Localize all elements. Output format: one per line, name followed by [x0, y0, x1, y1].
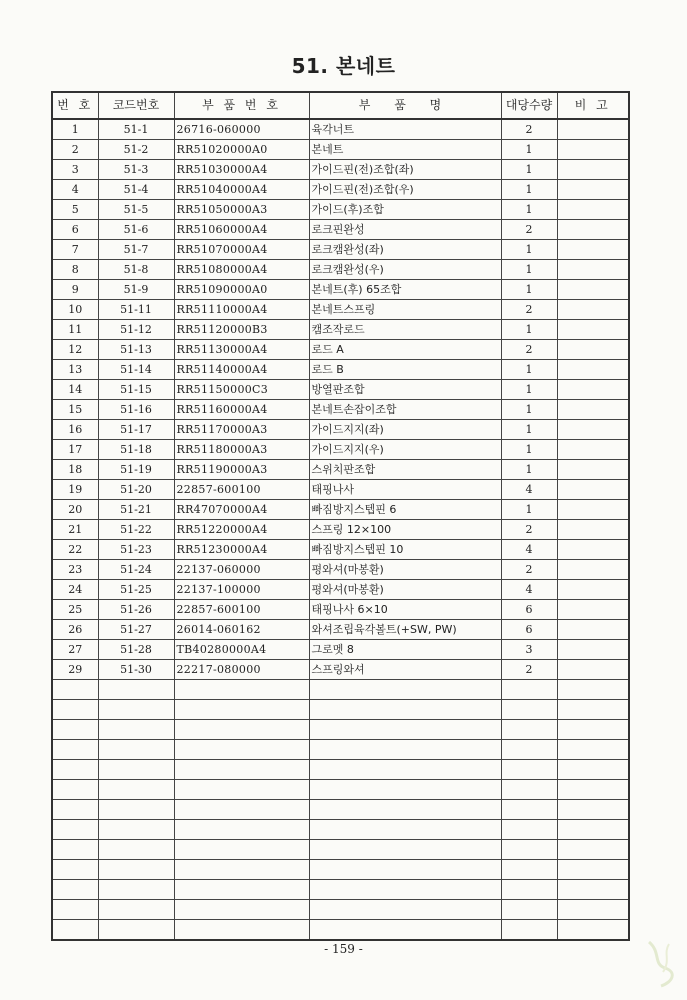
cell-code — [98, 740, 174, 760]
cell-code: 51-16 — [98, 400, 174, 420]
cell-qty — [501, 680, 557, 700]
cell-remark — [557, 840, 629, 860]
cell-remark — [557, 380, 629, 400]
cell-qty: 2 — [501, 300, 557, 320]
cell-no: 21 — [52, 520, 98, 540]
cell-name: 로드 B — [309, 360, 501, 380]
table-row — [52, 160, 629, 180]
cell-part-no — [174, 740, 309, 760]
cell-code — [98, 840, 174, 860]
cell-remark — [557, 140, 629, 160]
table-row — [52, 380, 629, 400]
cell-no — [52, 720, 98, 740]
cell-code: 51-22 — [98, 520, 174, 540]
cell-no — [52, 840, 98, 860]
cell-remark — [557, 540, 629, 560]
cell-name: 로드 A — [309, 340, 501, 360]
cell-qty: 1 — [501, 160, 557, 180]
cell-qty — [501, 700, 557, 720]
cell-remark — [557, 420, 629, 440]
cell-code — [98, 880, 174, 900]
cell-qty — [501, 720, 557, 740]
cell-qty: 4 — [501, 540, 557, 560]
table-header-row — [52, 92, 629, 119]
cell-remark — [557, 300, 629, 320]
cell-no: 26 — [52, 620, 98, 640]
cell-qty: 2 — [501, 520, 557, 540]
page-number: - 159 - — [324, 942, 363, 956]
cell-remark — [557, 920, 629, 941]
cell-part-no — [174, 720, 309, 740]
cell-part-no: RR51020000A0 — [174, 140, 309, 160]
cell-no: 8 — [52, 260, 98, 280]
cell-remark — [557, 700, 629, 720]
cell-no: 5 — [52, 200, 98, 220]
cell-name — [309, 680, 501, 700]
cell-name: 로크캠완성(우) — [309, 260, 501, 280]
cell-remark — [557, 200, 629, 220]
table-row — [52, 300, 629, 320]
cell-qty: 3 — [501, 640, 557, 660]
cell-name: 본네트 — [309, 140, 501, 160]
header-qty: 대당수량 — [501, 92, 557, 119]
cell-code: 51-23 — [98, 540, 174, 560]
cell-remark — [557, 119, 629, 140]
cell-qty — [501, 740, 557, 760]
cell-qty: 1 — [501, 380, 557, 400]
cell-code: 51-19 — [98, 460, 174, 480]
cell-part-no — [174, 760, 309, 780]
cell-no — [52, 880, 98, 900]
cell-part-no: RR51230000A4 — [174, 540, 309, 560]
cell-qty: 1 — [501, 320, 557, 340]
cell-qty: 2 — [501, 119, 557, 140]
cell-remark — [557, 320, 629, 340]
cell-no — [52, 860, 98, 880]
cell-no: 3 — [52, 160, 98, 180]
cell-qty: 2 — [501, 660, 557, 680]
cell-name: 태핑나사 6×10 — [309, 600, 501, 620]
cell-part-no: RR51160000A4 — [174, 400, 309, 420]
cell-no: 4 — [52, 180, 98, 200]
table-row — [52, 800, 629, 820]
cell-no: 9 — [52, 280, 98, 300]
cell-code — [98, 920, 174, 941]
cell-part-no — [174, 700, 309, 720]
cell-part-no — [174, 920, 309, 941]
cell-no — [52, 920, 98, 941]
table-row — [52, 119, 629, 140]
cell-code — [98, 820, 174, 840]
cell-qty: 1 — [501, 140, 557, 160]
cell-code: 51-26 — [98, 600, 174, 620]
cell-name — [309, 840, 501, 860]
header-part-no: 부 품 번 호 — [174, 92, 309, 119]
cell-no: 27 — [52, 640, 98, 660]
cell-no: 13 — [52, 360, 98, 380]
cell-code: 51-7 — [98, 240, 174, 260]
table-row — [52, 700, 629, 720]
cell-name — [309, 740, 501, 760]
cell-code: 51-8 — [98, 260, 174, 280]
cell-name: 가이드(후)조합 — [309, 200, 501, 220]
cell-name: 평와셔(마봉환) — [309, 560, 501, 580]
cell-qty — [501, 920, 557, 941]
table-row — [52, 440, 629, 460]
cell-code — [98, 680, 174, 700]
cell-qty: 2 — [501, 560, 557, 580]
cell-remark — [557, 280, 629, 300]
table-row — [52, 180, 629, 200]
table-row — [52, 780, 629, 800]
table-row — [52, 480, 629, 500]
cell-code — [98, 860, 174, 880]
cell-part-no: RR51120000B3 — [174, 320, 309, 340]
parts-table — [51, 91, 630, 941]
cell-qty — [501, 780, 557, 800]
cell-name: 평와셔(마봉환) — [309, 580, 501, 600]
cell-code — [98, 780, 174, 800]
cell-remark — [557, 480, 629, 500]
cell-no: 29 — [52, 660, 98, 680]
cell-name — [309, 780, 501, 800]
cell-part-no — [174, 820, 309, 840]
cell-no — [52, 700, 98, 720]
table-row — [52, 260, 629, 280]
cell-part-no: RR51070000A4 — [174, 240, 309, 260]
table-row — [52, 740, 629, 760]
cell-name: 스프링 12×100 — [309, 520, 501, 540]
cell-part-no: TB40280000A4 — [174, 640, 309, 660]
table-row — [52, 920, 629, 941]
cell-remark — [557, 580, 629, 600]
cell-name: 본네트손잡이조합 — [309, 400, 501, 420]
cell-part-no: RR51050000A3 — [174, 200, 309, 220]
cell-remark — [557, 340, 629, 360]
cell-remark — [557, 240, 629, 260]
cell-part-no: RR47070000A4 — [174, 500, 309, 520]
cell-remark — [557, 460, 629, 480]
cell-no: 24 — [52, 580, 98, 600]
cell-remark — [557, 400, 629, 420]
cell-name — [309, 860, 501, 880]
cell-code: 51-28 — [98, 640, 174, 660]
header-remark: 비 고 — [557, 92, 629, 119]
table-row — [52, 660, 629, 680]
cell-name — [309, 880, 501, 900]
cell-code: 51-15 — [98, 380, 174, 400]
cell-qty — [501, 760, 557, 780]
cell-code: 51-27 — [98, 620, 174, 640]
table-row — [52, 820, 629, 840]
cell-no: 10 — [52, 300, 98, 320]
table-row — [52, 280, 629, 300]
cell-code: 51-17 — [98, 420, 174, 440]
cell-code: 51-25 — [98, 580, 174, 600]
cell-name — [309, 760, 501, 780]
cell-part-no: 22857-600100 — [174, 480, 309, 500]
cell-code: 51-11 — [98, 300, 174, 320]
cell-name: 빠짐방지스텝핀 10 — [309, 540, 501, 560]
cell-remark — [557, 760, 629, 780]
cell-remark — [557, 800, 629, 820]
table-row — [52, 560, 629, 580]
table-row — [52, 840, 629, 860]
cell-qty — [501, 880, 557, 900]
cell-remark — [557, 500, 629, 520]
cell-code — [98, 760, 174, 780]
cell-part-no: 22137-100000 — [174, 580, 309, 600]
cell-qty — [501, 860, 557, 880]
cell-code: 51-9 — [98, 280, 174, 300]
cell-qty: 1 — [501, 280, 557, 300]
table-row — [52, 320, 629, 340]
table-row — [52, 760, 629, 780]
cell-name: 본네트스프링 — [309, 300, 501, 320]
cell-remark — [557, 640, 629, 660]
cell-remark — [557, 520, 629, 540]
cell-no: 12 — [52, 340, 98, 360]
cell-part-no: RR51060000A4 — [174, 220, 309, 240]
cell-code: 51-24 — [98, 560, 174, 580]
cell-code: 51-2 — [98, 140, 174, 160]
header-name: 부 품 명 — [309, 92, 501, 119]
cell-remark — [557, 900, 629, 920]
table-row — [52, 200, 629, 220]
cell-no — [52, 740, 98, 760]
cell-remark — [557, 620, 629, 640]
table-row — [52, 520, 629, 540]
cell-part-no: 26014-060162 — [174, 620, 309, 640]
cell-code: 51-14 — [98, 360, 174, 380]
cell-code: 51-5 — [98, 200, 174, 220]
cell-qty: 1 — [501, 200, 557, 220]
cell-qty: 1 — [501, 360, 557, 380]
cell-remark — [557, 180, 629, 200]
cell-part-no: RR51130000A4 — [174, 340, 309, 360]
cell-name: 가이드지지(우) — [309, 440, 501, 460]
cell-code: 51-3 — [98, 160, 174, 180]
cell-remark — [557, 600, 629, 620]
cell-remark — [557, 740, 629, 760]
cell-name — [309, 720, 501, 740]
cell-no: 25 — [52, 600, 98, 620]
cell-no — [52, 900, 98, 920]
cell-code — [98, 900, 174, 920]
cell-name: 방열판조합 — [309, 380, 501, 400]
cell-remark — [557, 720, 629, 740]
cell-name: 가이드핀(전)조합(우) — [309, 180, 501, 200]
cell-part-no: 22137-060000 — [174, 560, 309, 580]
cell-no: 23 — [52, 560, 98, 580]
cell-part-no — [174, 840, 309, 860]
cell-no — [52, 800, 98, 820]
cell-code: 51-21 — [98, 500, 174, 520]
cell-part-no: RR51030000A4 — [174, 160, 309, 180]
cell-part-no — [174, 880, 309, 900]
cell-remark — [557, 560, 629, 580]
table-row — [52, 500, 629, 520]
cell-name: 와셔조립육각볼트(+SW, PW) — [309, 620, 501, 640]
cell-name: 본네트(후) 65조합 — [309, 280, 501, 300]
table-row — [52, 420, 629, 440]
cell-part-no: RR51170000A3 — [174, 420, 309, 440]
cell-no: 2 — [52, 140, 98, 160]
cell-qty: 6 — [501, 600, 557, 620]
cell-part-no: RR51040000A4 — [174, 180, 309, 200]
cell-qty: 4 — [501, 580, 557, 600]
cell-part-no: RR51220000A4 — [174, 520, 309, 540]
header-no: 번 호 — [52, 92, 98, 119]
table-row — [52, 240, 629, 260]
table-row — [52, 600, 629, 620]
cell-name: 스위치판조합 — [309, 460, 501, 480]
cell-code: 51-13 — [98, 340, 174, 360]
cell-name: 빠짐방지스텝핀 6 — [309, 500, 501, 520]
cell-qty: 1 — [501, 260, 557, 280]
cell-part-no: RR51150000C3 — [174, 380, 309, 400]
cell-qty: 1 — [501, 440, 557, 460]
table-row — [52, 400, 629, 420]
cell-code — [98, 800, 174, 820]
header-code: 코드번호 — [98, 92, 174, 119]
cell-part-no — [174, 780, 309, 800]
cell-no: 6 — [52, 220, 98, 240]
cell-code — [98, 700, 174, 720]
cell-part-no: 22857-600100 — [174, 600, 309, 620]
table-row — [52, 720, 629, 740]
cell-no: 14 — [52, 380, 98, 400]
cell-qty — [501, 820, 557, 840]
cell-qty: 2 — [501, 220, 557, 240]
cell-qty: 2 — [501, 340, 557, 360]
cell-no — [52, 760, 98, 780]
cell-part-no: RR51090000A0 — [174, 280, 309, 300]
cell-qty — [501, 800, 557, 820]
cell-remark — [557, 680, 629, 700]
cell-code: 51-20 — [98, 480, 174, 500]
table-row — [52, 360, 629, 380]
cell-qty: 1 — [501, 400, 557, 420]
cell-name: 가이드핀(전)조합(좌) — [309, 160, 501, 180]
cell-name: 그로멧 8 — [309, 640, 501, 660]
table-row — [52, 860, 629, 880]
cell-name: 육각너트 — [309, 119, 501, 140]
cell-code: 51-30 — [98, 660, 174, 680]
cell-remark — [557, 260, 629, 280]
cell-qty: 6 — [501, 620, 557, 640]
cell-no — [52, 820, 98, 840]
cell-no — [52, 780, 98, 800]
table-row — [52, 580, 629, 600]
cell-no: 19 — [52, 480, 98, 500]
cell-name — [309, 820, 501, 840]
cell-remark — [557, 440, 629, 460]
cell-part-no: RR51140000A4 — [174, 360, 309, 380]
cell-no: 7 — [52, 240, 98, 260]
cell-qty — [501, 900, 557, 920]
cell-code: 51-6 — [98, 220, 174, 240]
cell-remark — [557, 660, 629, 680]
cell-name — [309, 920, 501, 941]
cell-part-no: RR51080000A4 — [174, 260, 309, 280]
table-row — [52, 340, 629, 360]
cell-part-no: RR51180000A3 — [174, 440, 309, 460]
cell-code: 51-1 — [98, 119, 174, 140]
cell-name: 스프링와셔 — [309, 660, 501, 680]
cell-part-no: 26716-060000 — [174, 119, 309, 140]
cell-name: 캠조작로드 — [309, 320, 501, 340]
cell-no — [52, 680, 98, 700]
cell-remark — [557, 820, 629, 840]
cell-name: 태핑나사 — [309, 480, 501, 500]
cell-remark — [557, 860, 629, 880]
table-row — [52, 900, 629, 920]
cell-no: 11 — [52, 320, 98, 340]
table-row — [52, 640, 629, 660]
table-row — [52, 880, 629, 900]
cell-name — [309, 700, 501, 720]
cell-part-no — [174, 860, 309, 880]
cell-qty: 1 — [501, 180, 557, 200]
cell-code: 51-18 — [98, 440, 174, 460]
cell-code: 51-12 — [98, 320, 174, 340]
cell-name: 가이드지지(좌) — [309, 420, 501, 440]
cell-part-no — [174, 900, 309, 920]
cell-part-no — [174, 680, 309, 700]
cell-qty: 1 — [501, 500, 557, 520]
cell-no: 20 — [52, 500, 98, 520]
scan-mark-icon — [643, 938, 679, 990]
cell-part-no: RR51190000A3 — [174, 460, 309, 480]
table-row — [52, 540, 629, 560]
cell-remark — [557, 360, 629, 380]
cell-no: 1 — [52, 119, 98, 140]
cell-name — [309, 800, 501, 820]
cell-name: 로크핀완성 — [309, 220, 501, 240]
cell-part-no — [174, 800, 309, 820]
table-row — [52, 140, 629, 160]
cell-part-no: RR51110000A4 — [174, 300, 309, 320]
cell-qty: 1 — [501, 420, 557, 440]
cell-no: 22 — [52, 540, 98, 560]
cell-part-no: 22217-080000 — [174, 660, 309, 680]
cell-code: 51-4 — [98, 180, 174, 200]
cell-no: 16 — [52, 420, 98, 440]
cell-remark — [557, 880, 629, 900]
cell-no: 18 — [52, 460, 98, 480]
cell-qty: 1 — [501, 460, 557, 480]
cell-no: 17 — [52, 440, 98, 460]
cell-no: 15 — [52, 400, 98, 420]
cell-remark — [557, 780, 629, 800]
cell-name: 로크캠완성(좌) — [309, 240, 501, 260]
cell-remark — [557, 220, 629, 240]
table-row — [52, 620, 629, 640]
cell-qty: 4 — [501, 480, 557, 500]
cell-code — [98, 720, 174, 740]
cell-name — [309, 900, 501, 920]
cell-qty — [501, 840, 557, 860]
cell-remark — [557, 160, 629, 180]
table-row — [52, 680, 629, 700]
table-row — [52, 220, 629, 240]
cell-qty: 1 — [501, 240, 557, 260]
page-title: 51. 본네트 — [291, 54, 396, 78]
table-row — [52, 460, 629, 480]
